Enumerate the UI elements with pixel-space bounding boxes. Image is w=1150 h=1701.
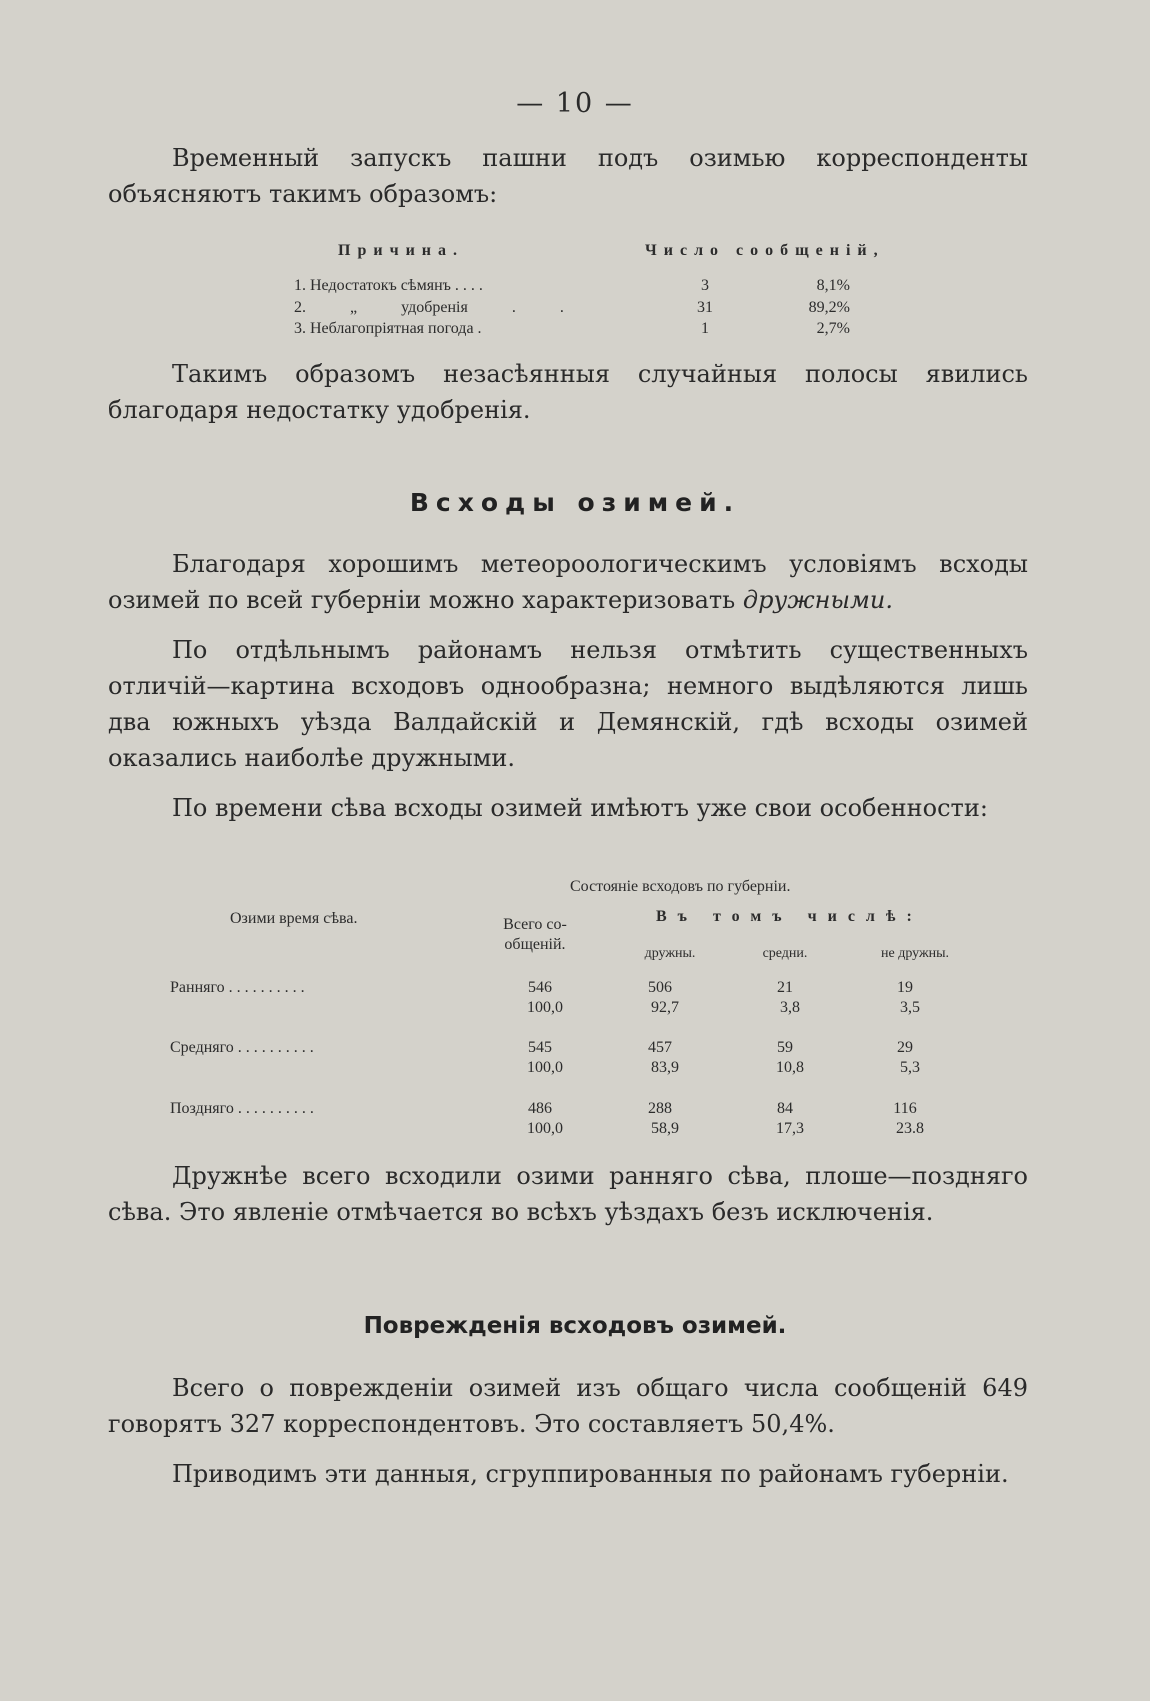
sowing-row-total-pct: 100,0 — [527, 1059, 563, 1076]
sowing-row-unfriendly-pct: 23.8 — [896, 1120, 924, 1137]
sowing-col-friendly: дружны. — [644, 946, 696, 961]
sowing-row-friendly: 288 — [648, 1100, 672, 1117]
causes-header-count: Число сообщеній, — [645, 242, 885, 259]
section-heading-sprouts: Всходы озимей. — [409, 488, 741, 517]
conclusion-paragraph: Такимъ образомъ незасѣянныя случайныя полосы явились благодаря недостатку удобренія. — [108, 360, 1028, 424]
sowing-row-unfriendly-pct: 3,5 — [900, 999, 920, 1016]
page-number: — 10 — — [516, 88, 634, 119]
sowing-row-friendly-pct: 58,9 — [651, 1120, 679, 1137]
sowing-col-medium: средни. — [762, 946, 808, 961]
sowing-row-total-pct: 100,0 — [527, 999, 563, 1016]
sowing-row-friendly-pct: 83,9 — [651, 1059, 679, 1076]
sowing-conclusion-paragraph: Дружнѣе всего всходили озими ранняго сѣва, плоше—поздняго сѣва. Это явленіе отмѣчается во всѣхъ уѣздахъ безъ исключенія. — [108, 1162, 1028, 1226]
sowing-col-unfriendly: не дружны. — [880, 946, 950, 961]
sowing-row-medium: 21 — [777, 979, 793, 996]
sowing-col-time: Озими время сѣва. — [230, 910, 358, 927]
sowing-row-medium: 59 — [777, 1039, 793, 1056]
sowing-row-unfriendly: 19 — [897, 979, 913, 996]
sprouts-paragraph-2: По отдѣльнымъ районамъ нельзя отмѣтить существенныхъ отличій—картина всходовъ однообразна; немного выдѣляются лишь два южныхъ уѣзда Валдайскій и Демянскій, гдѣ всходы озимей оказались наиболѣе дружными. — [108, 636, 1028, 772]
sowing-row-medium-pct: 3,8 — [780, 999, 800, 1016]
sowing-row-total: 486 — [528, 1100, 552, 1117]
sprouts-paragraph-1-emphasis: дружными. — [742, 586, 893, 614]
sowing-row-medium-pct: 10,8 — [776, 1059, 804, 1076]
cause-row-label: 1. Недостатокъ сѣмянъ . . . . — [294, 277, 483, 294]
sowing-row-total: 546 — [528, 979, 552, 996]
section-heading-damage: Поврежденія всходовъ озимей. — [363, 1313, 787, 1339]
sowing-col-total-2: общеній. — [504, 936, 566, 953]
cause-row-percent: 8,1% — [816, 277, 850, 294]
cause-row-label: 2. „ удобренія . . — [294, 299, 564, 316]
sowing-row-medium: 84 — [777, 1100, 793, 1117]
sowing-row-total: 545 — [528, 1039, 552, 1056]
sowing-row-friendly-pct: 92,7 — [651, 999, 679, 1016]
sowing-row-label: Ранняго . . . . . . . . . . — [170, 979, 305, 996]
sowing-row-unfriendly: 29 — [897, 1039, 913, 1056]
sowing-table-title: Состояніе всходовъ по губерніи. — [570, 878, 791, 895]
cause-row-count: 3 — [701, 277, 709, 294]
cause-row-percent: 2,7% — [816, 320, 850, 337]
cause-row-count: 31 — [697, 299, 713, 316]
sprouts-paragraph-1-text: Благодаря хорошимъ метеороологическимъ условіямъ всходы озимей по всей губерніи можно характеризовать — [108, 550, 1028, 614]
sowing-row-total-pct: 100,0 — [527, 1120, 563, 1137]
cause-row-label: 3. Неблагопріятная погода . — [294, 320, 482, 337]
damage-paragraph-1: Всего о поврежденіи озимей изъ общаго числа сообщеній 649 говорятъ 327 корреспондентовъ. Это составляетъ 50,4%. — [108, 1374, 1028, 1438]
sowing-row-unfriendly: 116 — [893, 1100, 917, 1117]
damage-paragraph-2: Приводимъ эти данныя, сгруппированныя по районамъ губерніи. — [172, 1460, 1009, 1488]
intro-paragraph: Временный запускъ пашни подъ озимью корреспонденты объясняютъ такимъ образомъ: — [108, 144, 1028, 208]
sowing-row-label: Средняго . . . . . . . . . . — [170, 1039, 314, 1056]
sowing-row-unfriendly-pct: 5,3 — [900, 1059, 920, 1076]
cause-row-count: 1 — [701, 320, 709, 337]
sowing-col-group: Въ томъ числѣ: — [656, 908, 923, 925]
sprouts-paragraph-3: По времени сѣва всходы озимей имѣютъ уже свои особенности: — [172, 794, 988, 822]
cause-row-percent: 89,2% — [808, 299, 850, 316]
sowing-row-medium-pct: 17,3 — [776, 1120, 804, 1137]
sowing-row-label: Поздняго . . . . . . . . . . — [170, 1100, 314, 1117]
sprouts-paragraph-1 — [108, 546, 1028, 618]
sowing-col-total-1: Всего со- — [503, 916, 567, 933]
sowing-row-friendly: 506 — [648, 979, 672, 996]
sowing-row-friendly: 457 — [648, 1039, 672, 1056]
causes-header-cause: Причина. — [338, 242, 465, 259]
